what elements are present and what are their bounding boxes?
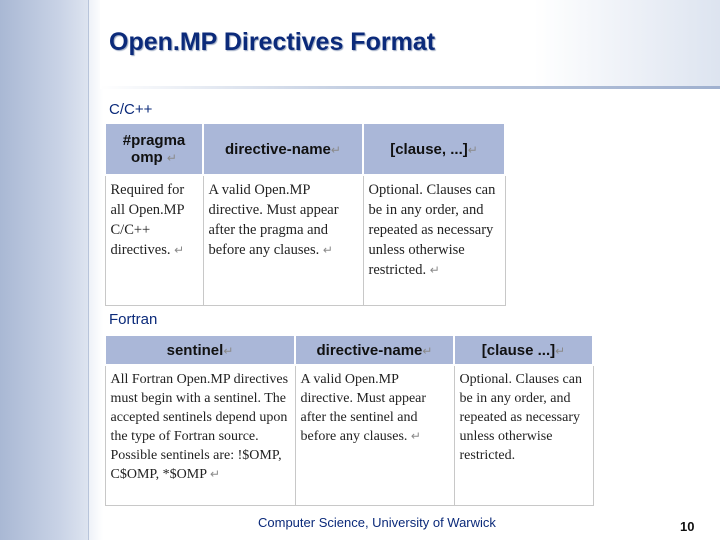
c-header-pragma: #pragma omp ↵ xyxy=(105,123,203,175)
left-decor-band xyxy=(0,0,100,540)
c-cell-required: Required for all Open.MP C/C++ directives. ↵ xyxy=(105,175,203,305)
fortran-header-clause: [clause ...]↵ xyxy=(454,335,593,365)
slide-title: Open.MP Directives Format xyxy=(109,28,436,56)
c-cell-optional: Optional. Clauses can be in any order, and repeated as necessary unless otherwise restricted. ↵ xyxy=(363,175,505,305)
c-cell-directive: A valid Open.MP directive. Must appear after the pragma and before any clauses. ↵ xyxy=(203,175,363,305)
page-number: 10 xyxy=(680,519,695,534)
fortran-table-row xyxy=(105,365,593,505)
fortran-cell-sentinel: All Fortran Open.MP directives must begin with a sentinel. The accepted sentinels depend upon the type of Fortran source. Possible sentinels are: !$OMP, C$OMP, *$OMP ↵ xyxy=(105,365,295,505)
c-header-clause: [clause, ...]↵ xyxy=(363,123,505,175)
c-section-label: C/C++ xyxy=(109,101,153,118)
c-table-row xyxy=(105,175,505,305)
c-header-directive-name: directive-name↵ xyxy=(203,123,363,175)
title-rule xyxy=(100,86,720,89)
fortran-cell-optional: Optional. Clauses can be in any order, and repeated as necessary unless otherwise restricted. xyxy=(454,365,593,505)
slide-footer: Computer Science, University of Warwick xyxy=(258,515,496,530)
c-table-header-row xyxy=(105,123,505,175)
fortran-header-directive-name: directive-name↵ xyxy=(295,335,454,365)
c-directive-table xyxy=(104,122,506,306)
fortran-table-header-row xyxy=(105,335,593,365)
fortran-directive-table xyxy=(104,334,594,506)
fortran-header-sentinel: sentinel↵ xyxy=(105,335,295,365)
fortran-cell-directive: A valid Open.MP directive. Must appear after the sentinel and before any clauses. ↵ xyxy=(295,365,454,505)
fortran-section-label: Fortran xyxy=(109,311,158,328)
